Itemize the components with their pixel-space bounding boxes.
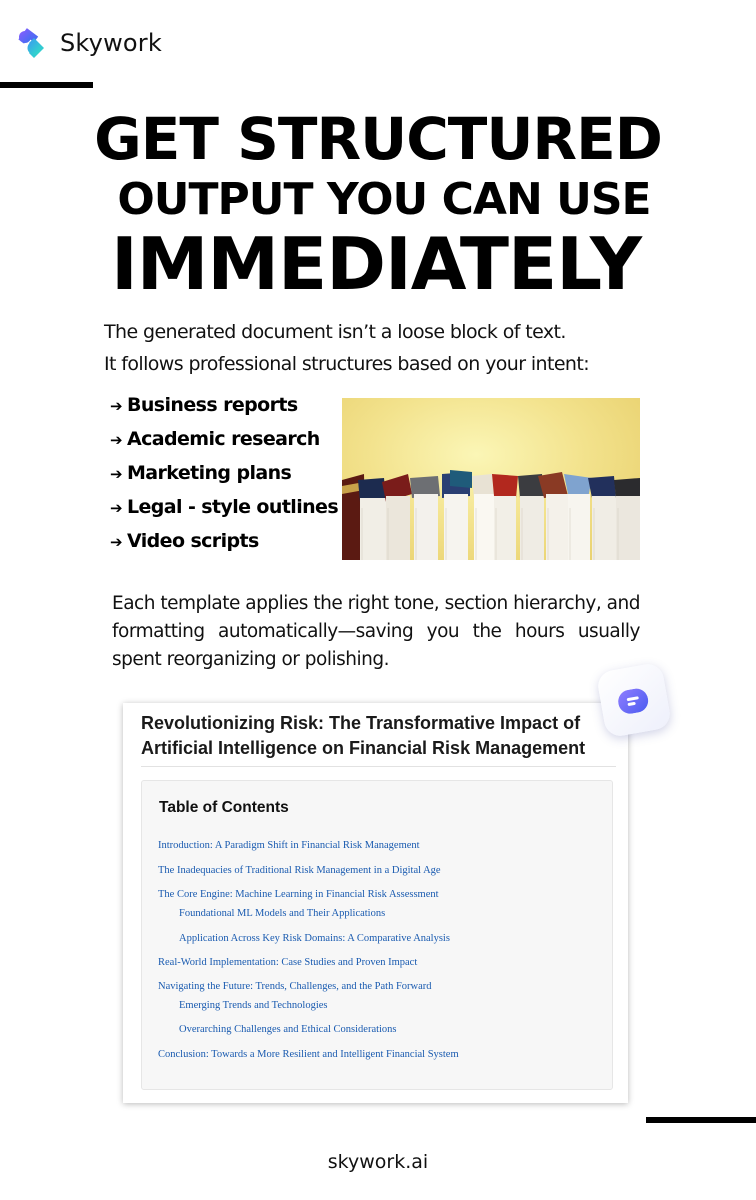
- headline-line-3: IMMEDIATELY: [110, 222, 642, 306]
- list-item: [110, 526, 338, 560]
- toc-sublink[interactable]: Foundational ML Models and Their Applications: [179, 908, 386, 919]
- list-item-label: Marketing plans: [127, 462, 292, 484]
- headline-line-1: GET STRUCTURED: [94, 105, 662, 173]
- list-item: [110, 458, 338, 492]
- arrow-right-icon: ➔: [110, 499, 122, 517]
- arrow-right-icon: ➔: [110, 397, 122, 415]
- list-item-label: Academic research: [127, 428, 320, 450]
- books-photo: [342, 398, 640, 560]
- list-item: [110, 492, 338, 526]
- divider: [141, 766, 616, 767]
- intro-line-1: The generated document isn’t a loose block of text.: [104, 321, 566, 343]
- skywork-logo-icon: [12, 24, 50, 62]
- document-title: Revolutionizing Risk: The Transformative Impact of Artificial Intelligence on Financial Risk Management: [141, 713, 586, 758]
- decorative-rule-bottom: [646, 1117, 756, 1123]
- arrow-right-icon: ➔: [110, 465, 122, 483]
- toc-link[interactable]: Introduction: A Paradigm Shift in Financial Risk Management: [158, 840, 420, 851]
- toc-link[interactable]: The Core Engine: Machine Learning in Financial Risk Assessment: [158, 889, 439, 900]
- list-item-label: Legal - style outlines: [127, 496, 339, 518]
- structure-list: [110, 390, 338, 560]
- intro-line-2: It follows professional structures based on your intent:: [104, 353, 590, 375]
- list-item: [110, 390, 338, 424]
- toc-heading: Table of Contents: [159, 799, 289, 816]
- toc-link[interactable]: Navigating the Future: Trends, Challenges, and the Path Forward: [158, 981, 432, 992]
- intro-text: [104, 316, 664, 380]
- toc-sublink[interactable]: Application Across Key Risk Domains: A Comparative Analysis: [179, 933, 450, 944]
- headline-line-2: OUTPUT YOU CAN USE: [117, 174, 651, 225]
- description-paragraph: Each template applies the right tone, section hierarchy, and formatting automatically—saving you the hours usually spent reorganizing or polishing.: [112, 593, 640, 670]
- list-item-label: Business reports: [127, 394, 298, 416]
- toc-sublink[interactable]: Overarching Challenges and Ethical Considerations: [179, 1024, 397, 1035]
- app-badge: [596, 662, 672, 738]
- brand-name: Skywork: [60, 29, 162, 57]
- table-of-contents: [141, 780, 613, 1090]
- toc-link[interactable]: The Inadequacies of Traditional Risk Management in a Digital Age: [158, 865, 441, 876]
- list-item-label: Video scripts: [127, 530, 259, 552]
- arrow-right-icon: ➔: [110, 431, 122, 449]
- toc-sublink[interactable]: Emerging Trends and Technologies: [179, 1000, 328, 1011]
- footer-url[interactable]: skywork.ai: [327, 1151, 429, 1173]
- decorative-rule-top: [0, 82, 93, 88]
- arrow-right-icon: ➔: [110, 533, 122, 551]
- toc-link[interactable]: Real-World Implementation: Case Studies and Proven Impact: [158, 957, 418, 968]
- document-preview-card: [123, 703, 628, 1103]
- toc-link[interactable]: Conclusion: Towards a More Resilient and Intelligent Financial System: [158, 1049, 459, 1060]
- brand-logo: [12, 24, 162, 62]
- app-document-icon: [616, 687, 650, 716]
- list-item: [110, 424, 338, 458]
